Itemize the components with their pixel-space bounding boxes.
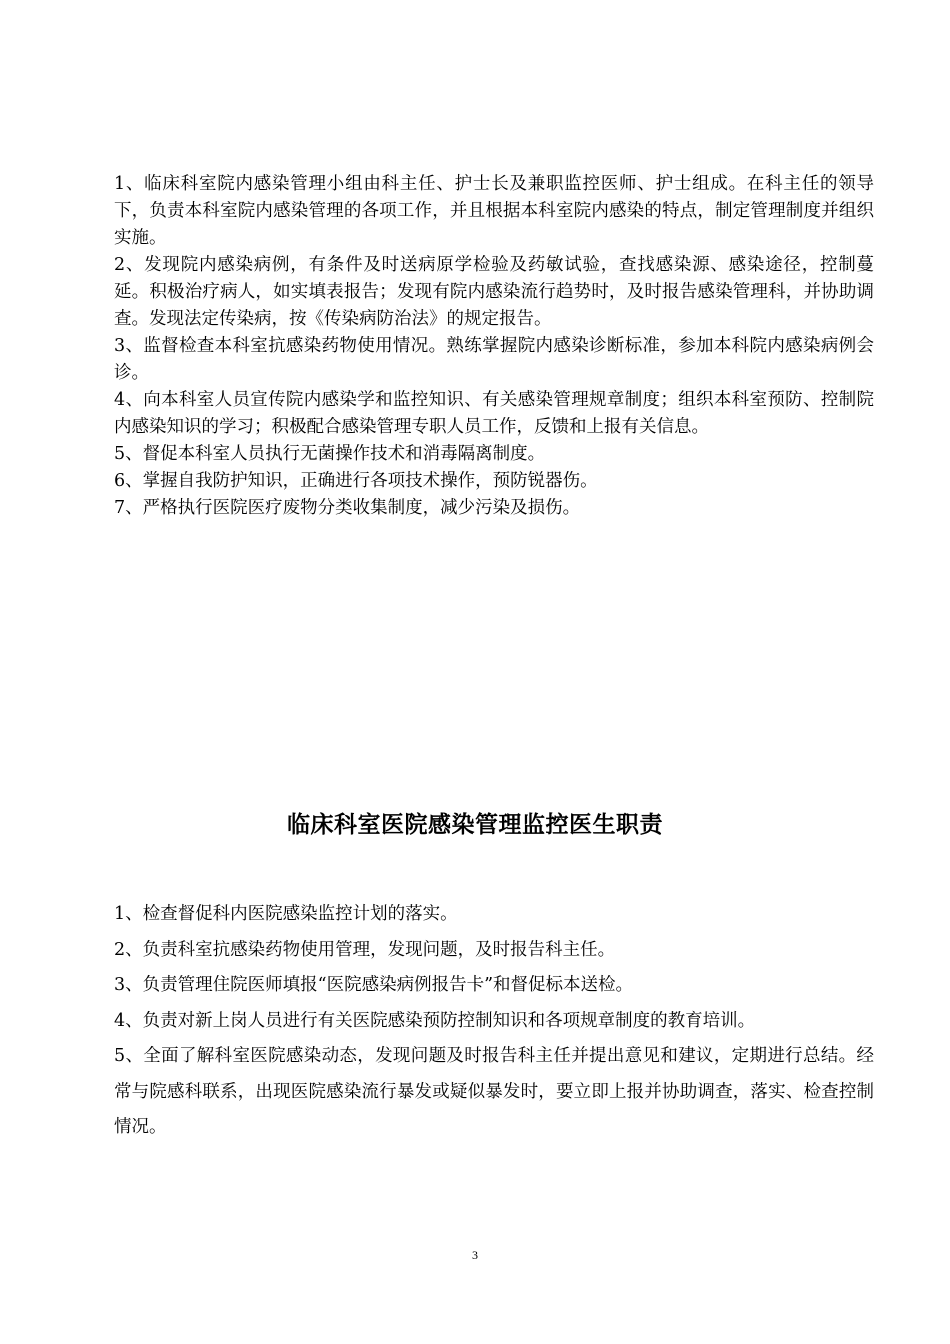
duty-item-6: 6、掌握自我防护知识，正确进行各项技术操作，预防锐器伤。 [114, 471, 598, 491]
doctor-duty-item-1: 1、检查督促科内医院感染监控计划的落实。 [114, 904, 458, 924]
doctor-duty-item-5: 5、全面了解科室医院感染动态，发现问题及时报告科主任并提出意见和建议，定期进行总结。经常与院感科联系，出现医院感染流行暴发或疑似暴发时，要立即上报并协助调查，落实、检查控制情况。 [114, 1046, 874, 1137]
duty-item-5: 5、督促本科室人员执行无菌操作技术和消毒隔离制度。 [114, 444, 546, 464]
page-number: 3 [472, 1248, 478, 1262]
doctor-duty-item-2: 2、负责科室抗感染药物使用管理，发现问题，及时报告科主任。 [114, 939, 616, 960]
doctor-duties-list [114, 897, 874, 1146]
duty-item-2: 2、发现院内感染病例，有条件及时送病原学检验及药敏试验，查找感染源、感染途径，控制蔓延。积极治疗病人，如实填表报告；发现有院内感染流行趋势时，及时报告感染管理科，并协助调查。发现法定传染病，按《传染病防治法》的规定报告。 [114, 255, 874, 329]
duty-item-1: 1、临床科室院内感染管理小组由科主任、护士长及兼职监控医师、护士组成。在科主任的领导下，负责本科室院内感染管理的各项工作，并且根据本科室院内感染的特点，制定管理制度并组织实施。 [114, 174, 874, 248]
nurse-duties-list [114, 171, 874, 522]
doctor-duty-item-4: 4、负责对新上岗人员进行有关医院感染预防控制知识和各项规章制度的教育培训。 [114, 1010, 756, 1031]
doctor-duty-item-3: 3、负责管理住院医师填报“医院感染病例报告卡”和督促标本送检。 [114, 975, 634, 995]
duty-item-7: 7、严格执行医院医疗废物分类收集制度，减少污染及损伤。 [114, 498, 581, 518]
section-title: 临床科室医院感染管理监控医生职责 [287, 812, 663, 838]
duty-item-4: 4、向本科室人员宣传院内感染学和监控知识、有关感染管理规章制度；组织本科室预防、控制院内感染知识的学习；积极配合感染管理专职人员工作，反馈和上报有关信息。 [114, 390, 874, 437]
duty-item-3: 3、监督检查本科室抗感染药物使用情况。熟练掌握院内感染诊断标准，参加本科院内感染病例会诊。 [114, 336, 874, 383]
